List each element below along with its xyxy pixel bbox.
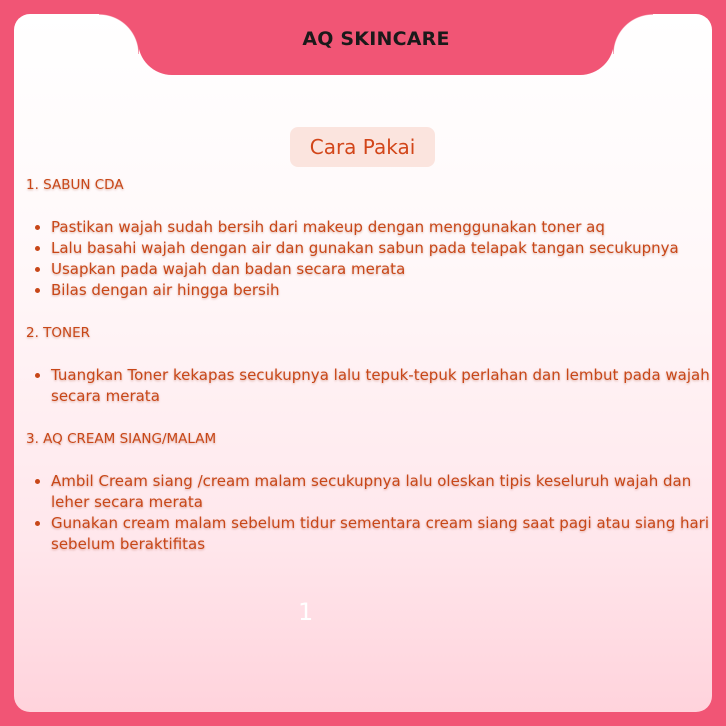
section-list-sabun xyxy=(26,217,710,301)
list-item: • Gunakan cream malam sebelum tidur sementara cream siang saat pagi atau siang hari sebelum beraktifitas xyxy=(51,513,710,555)
list-item: • Ambil Cream siang /cream malam secukupnya lalu oleskan tipis keseluruh wajah dan leher secara merata xyxy=(51,471,710,513)
list-item: • Tuangkan Toner kekapas secukupnya lalu tepuk-tepuk perlahan dan lembut pada wajah secara merata xyxy=(51,365,710,407)
page-title: Cara Pakai xyxy=(290,127,435,167)
content-card xyxy=(14,14,712,712)
section-heading-toner: 2. TONER xyxy=(26,325,91,341)
brand-title: AQ SKINCARE xyxy=(302,28,450,50)
list-item: • Usapkan pada wajah dan badan secara merata xyxy=(51,259,710,280)
section-list-cream xyxy=(26,471,710,555)
section-list-toner xyxy=(26,365,710,407)
instructions xyxy=(26,174,710,576)
list-item: • Pastikan wajah sudah bersih dari makeup dengan menggunakan toner aq xyxy=(51,217,710,238)
list-item: • Bilas dengan air hingga bersih xyxy=(51,280,710,301)
page-number: 1 xyxy=(298,598,314,626)
header-tab xyxy=(138,14,614,75)
section-heading-sabun: 1. SABUN CDA xyxy=(26,177,124,193)
section-heading-cream: 3. AQ CREAM SIANG/MALAM xyxy=(26,431,217,447)
list-item: • Lalu basahi wajah dengan air dan gunakan sabun pada telapak tangan secukupnya xyxy=(51,238,710,259)
